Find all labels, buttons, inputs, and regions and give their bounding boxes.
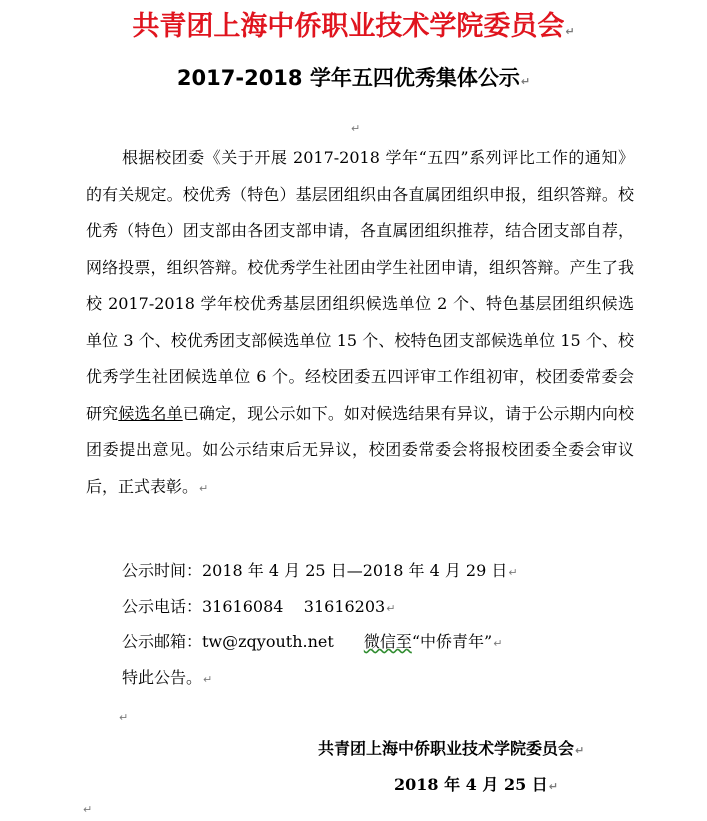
paragraph-mark-icon: ↵ bbox=[119, 711, 129, 724]
signature-text: 共青团上海中侨职业技术学院委员会 bbox=[318, 739, 575, 758]
wechat-account: “中侨青年” bbox=[411, 632, 493, 651]
empty-paragraph bbox=[350, 117, 360, 136]
paragraph-mark-icon: ↵ bbox=[199, 481, 209, 495]
announcement-period bbox=[122, 558, 518, 581]
period-text: 公示时间：2018 年 4 月 25 日—2018 年 4 月 29 日 bbox=[122, 561, 508, 580]
notice-text: 特此公告。 bbox=[122, 668, 203, 687]
announcement-notice bbox=[122, 665, 212, 688]
document-subtitle bbox=[0, 62, 707, 92]
signature bbox=[318, 736, 584, 759]
subtitle-text: 2017-2018 学年五四优秀集体公示 bbox=[176, 66, 520, 90]
phone-text: 公示电话：31616084 31616203 bbox=[122, 597, 386, 616]
empty-paragraph bbox=[118, 706, 128, 725]
paragraph-mark-icon: ↵ bbox=[386, 602, 396, 615]
empty-paragraph bbox=[82, 798, 92, 817]
paragraph-mark-icon: ↵ bbox=[520, 75, 531, 88]
announcement-contact bbox=[122, 629, 502, 652]
signature-date bbox=[394, 772, 558, 795]
announcement-phone bbox=[122, 594, 395, 617]
paragraph-mark-icon: ↵ bbox=[508, 566, 518, 579]
wechat-prefix: 微信至 bbox=[363, 632, 412, 651]
paragraph-mark-icon: ↵ bbox=[575, 744, 585, 757]
document-header bbox=[0, 4, 707, 43]
paragraph-mark-icon: ↵ bbox=[493, 637, 503, 650]
body-underlined-text: 候选名单 bbox=[118, 403, 183, 423]
email-text: 公示邮箱：tw@zqyouth.net bbox=[122, 632, 334, 651]
body-paragraph bbox=[86, 140, 634, 507]
paragraph-mark-icon: ↵ bbox=[548, 780, 559, 793]
paragraph-mark-icon: ↵ bbox=[351, 122, 361, 135]
header-text: 共青团上海中侨职业技术学院委员会 bbox=[132, 11, 565, 42]
body-text-part2: 已确定，现公示如下。如对候选结果有异议，请于公示期内向校团委提出意见。如公示结束后无异议，校团委常委会将报校团委全委会审议后，正式表彰。 bbox=[86, 403, 634, 496]
paragraph-mark-icon: ↵ bbox=[565, 25, 575, 38]
paragraph-mark-icon: ↵ bbox=[203, 673, 213, 686]
date-text: 2018 年 4 月 25 日 bbox=[394, 775, 548, 794]
paragraph-mark-icon: ↵ bbox=[83, 803, 93, 816]
body-text-part1: 根据校团委《关于开展 2017-2018 学年“五四”系列评比工作的通知》的有关规定。校优秀（特色）基层团组织由各直属团组织申报，组织答辩。校优秀（特色）团支部由各团支部申请，各直属团组织推荐，结合团支部自荐，网络投票，组织答辩。校优秀学生社团由学生社团申请，组织答辩。产生了我校 2017-2018 学年校优秀基层团组织候选单位 2 个、特色基层团组织候选单位 3 个、校优秀团支部候选单位 15 个、校特色团支部候选单位 15 个、校优秀学生社团候选单位 6 个。经校团委五四评审工作组初审，校团委常委会研究 bbox=[86, 148, 634, 423]
